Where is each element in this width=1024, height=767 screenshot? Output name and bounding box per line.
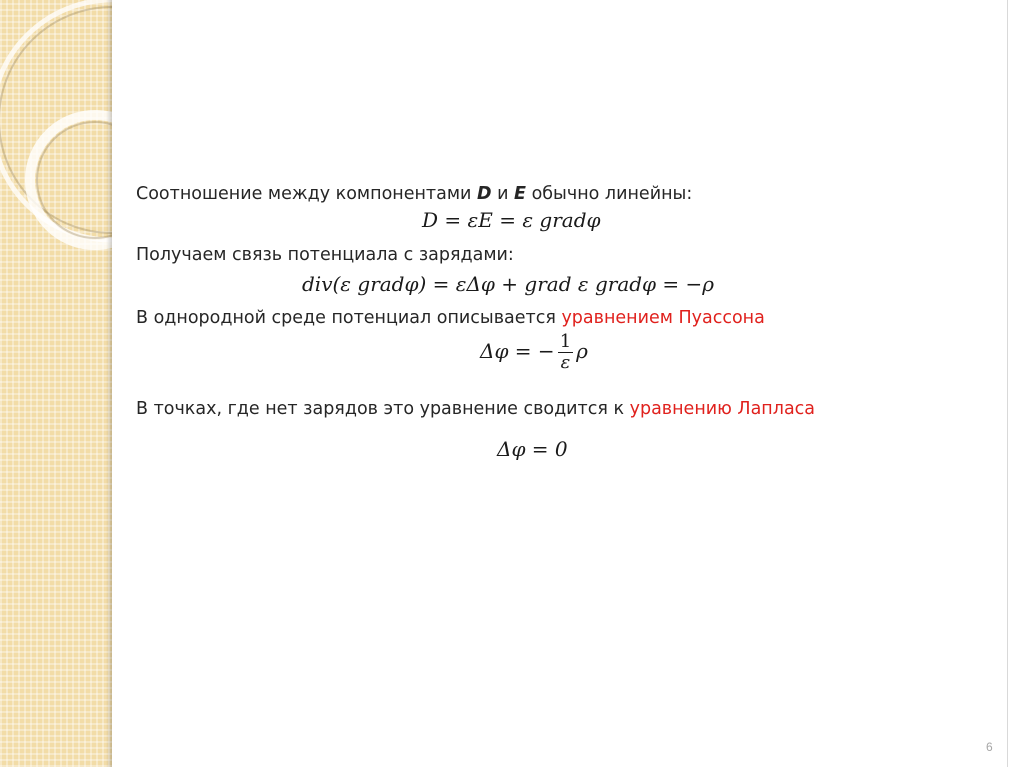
- formula-laplace: Δφ = 0: [497, 437, 568, 461]
- poisson-equation-label: уравнением Пуассона: [561, 308, 765, 328]
- line1-suffix: обычно линейны:: [526, 184, 693, 204]
- poisson-rhs: ρ: [576, 339, 588, 363]
- var-e: E: [514, 184, 526, 204]
- text-line-relation: [136, 184, 692, 204]
- formula-constitutive: D = εE = ε gradφ: [422, 208, 601, 232]
- laplace-equation-label: уравнению Лапласа: [629, 399, 816, 419]
- strip-shadow: [106, 0, 112, 767]
- text-line-laplace: [136, 399, 815, 419]
- fraction: [558, 332, 573, 373]
- poisson-lhs: Δφ = −: [480, 339, 555, 363]
- right-border-line: [1007, 0, 1008, 767]
- fraction-denominator: ε: [558, 352, 573, 373]
- page-number: 6: [986, 740, 993, 754]
- decorative-circles: [0, 0, 112, 767]
- text-line-potential-charge: Получаем связь потенциала с зарядами:: [136, 245, 514, 265]
- line4-prefix: В точках, где нет зарядов это уравнение сводится к: [136, 399, 630, 419]
- line1-prefix: Соотношение между компонентами: [136, 184, 477, 204]
- line3-prefix: В однородной среде потенциал описывается: [136, 308, 562, 328]
- fraction-numerator: 1: [559, 331, 572, 352]
- var-d: D: [477, 184, 492, 204]
- formula-divergence: div(ε gradφ) = εΔφ + grad ε gradφ = −ρ: [302, 272, 715, 296]
- line1-mid: и: [491, 184, 515, 204]
- text-line-poisson: [136, 308, 765, 328]
- formula-poisson: [480, 332, 588, 373]
- decorative-left-strip: [0, 0, 112, 767]
